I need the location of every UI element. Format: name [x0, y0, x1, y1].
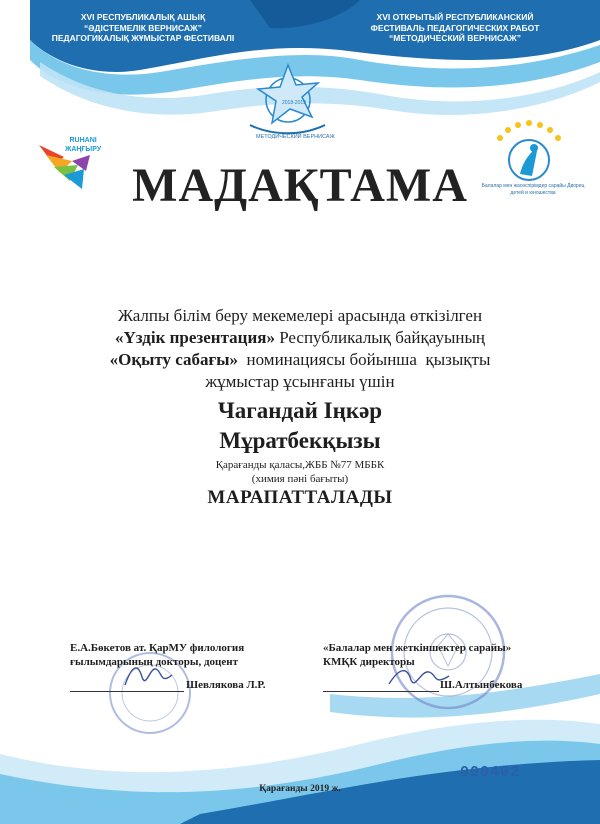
- header-left-line-3: ПЕДАГОГИКАЛЫҚ ЖҰМЫСТАР ФЕСТИВАЛІ: [51, 33, 235, 43]
- signature-right-name: Ш.Алтынбекова: [440, 679, 523, 691]
- awarded-label: МАРАПАТТАЛАДЫ: [207, 487, 393, 508]
- palace-caption: Балалар мен жасөспірімдер сарайы Дворец детей и юношества: [481, 183, 585, 196]
- signature-right-line: [323, 691, 439, 692]
- header-left-line-2: “ӘДІСТЕМЕЛІК ВЕРНИСАЖ”: [84, 22, 202, 33]
- recipient-name-line-2: Мұратбекқызы: [219, 428, 381, 453]
- certificate-body: [60, 305, 540, 393]
- signature-left-line-1: Е.А.Бөкетов ат. ҚарМУ филология: [70, 642, 245, 654]
- rukhani-line-2: ЖАҢҒЫРУ: [65, 146, 102, 153]
- header-left-line-1: XVI РЕСПУБЛИКАЛЫҚ АШЫҚ: [80, 12, 206, 22]
- rukhani-logo-text: [65, 136, 101, 154]
- header-right-line-2: ФЕСТИВАЛЬ ПЕДАГОГИЧЕСКИХ РАБОТ: [370, 22, 540, 33]
- header-right-line-3: “МЕТОДИЧЕСКИЙ ВЕРНИСАЖ”: [389, 33, 521, 43]
- body-line-2: [60, 327, 540, 349]
- body-line-3: [60, 349, 540, 371]
- signature-left-line-2: ғылымдарының докторы, доцент: [70, 656, 239, 668]
- body-line-4: жұмыстар ұсынғаны үшін: [205, 372, 395, 391]
- signature-left-line: [70, 691, 184, 692]
- body-line-3-rest: номинациясы бойынша қызықты: [238, 350, 491, 369]
- serial-number: 000402: [460, 764, 521, 781]
- signature-right-line-2: КМҚК директоры: [323, 656, 415, 668]
- body-line-2-rest: Республикалық байқауының: [274, 328, 486, 347]
- body-line-1: Жалпы білім беру мекемелері арасында өткізілген: [117, 306, 483, 325]
- emblem-year: 2018-2019: [282, 100, 306, 106]
- signature-left-name: Шевлякова Л.Р.: [186, 679, 266, 691]
- emblem-caption: МЕТОДИЧЕСКИЙ ВЕРНИСАЖ: [256, 134, 335, 140]
- contest-name: «Үздік презентация»: [114, 328, 275, 347]
- rukhani-line-1: RUHANI: [69, 137, 97, 144]
- header-right: [355, 12, 555, 44]
- certificate-title: МАДАҚТАМА: [132, 159, 468, 212]
- header-right-line-1: XVI ОТКРЫТЫЙ РЕСПУБЛИКАНСКИЙ: [376, 12, 534, 22]
- header-left: [48, 12, 238, 44]
- org-line-1: Қарағанды қаласы,ЖББ №77 МББК: [215, 459, 385, 471]
- recipient-organization: [0, 458, 600, 486]
- nomination-name: «Оқыту сабағы»: [109, 350, 239, 369]
- signature-right-line-1: «Балалар мен жеткіншектер сарайы»: [323, 642, 512, 654]
- recipient-name-line-1: Чагандай Іңкәр: [217, 398, 383, 423]
- signature-right-title: [323, 641, 511, 669]
- signature-left-title: [70, 641, 244, 669]
- footer-place-date: Қарағанды 2019 ж.: [259, 784, 341, 794]
- org-line-2: (химия пәні бағыты): [251, 473, 349, 485]
